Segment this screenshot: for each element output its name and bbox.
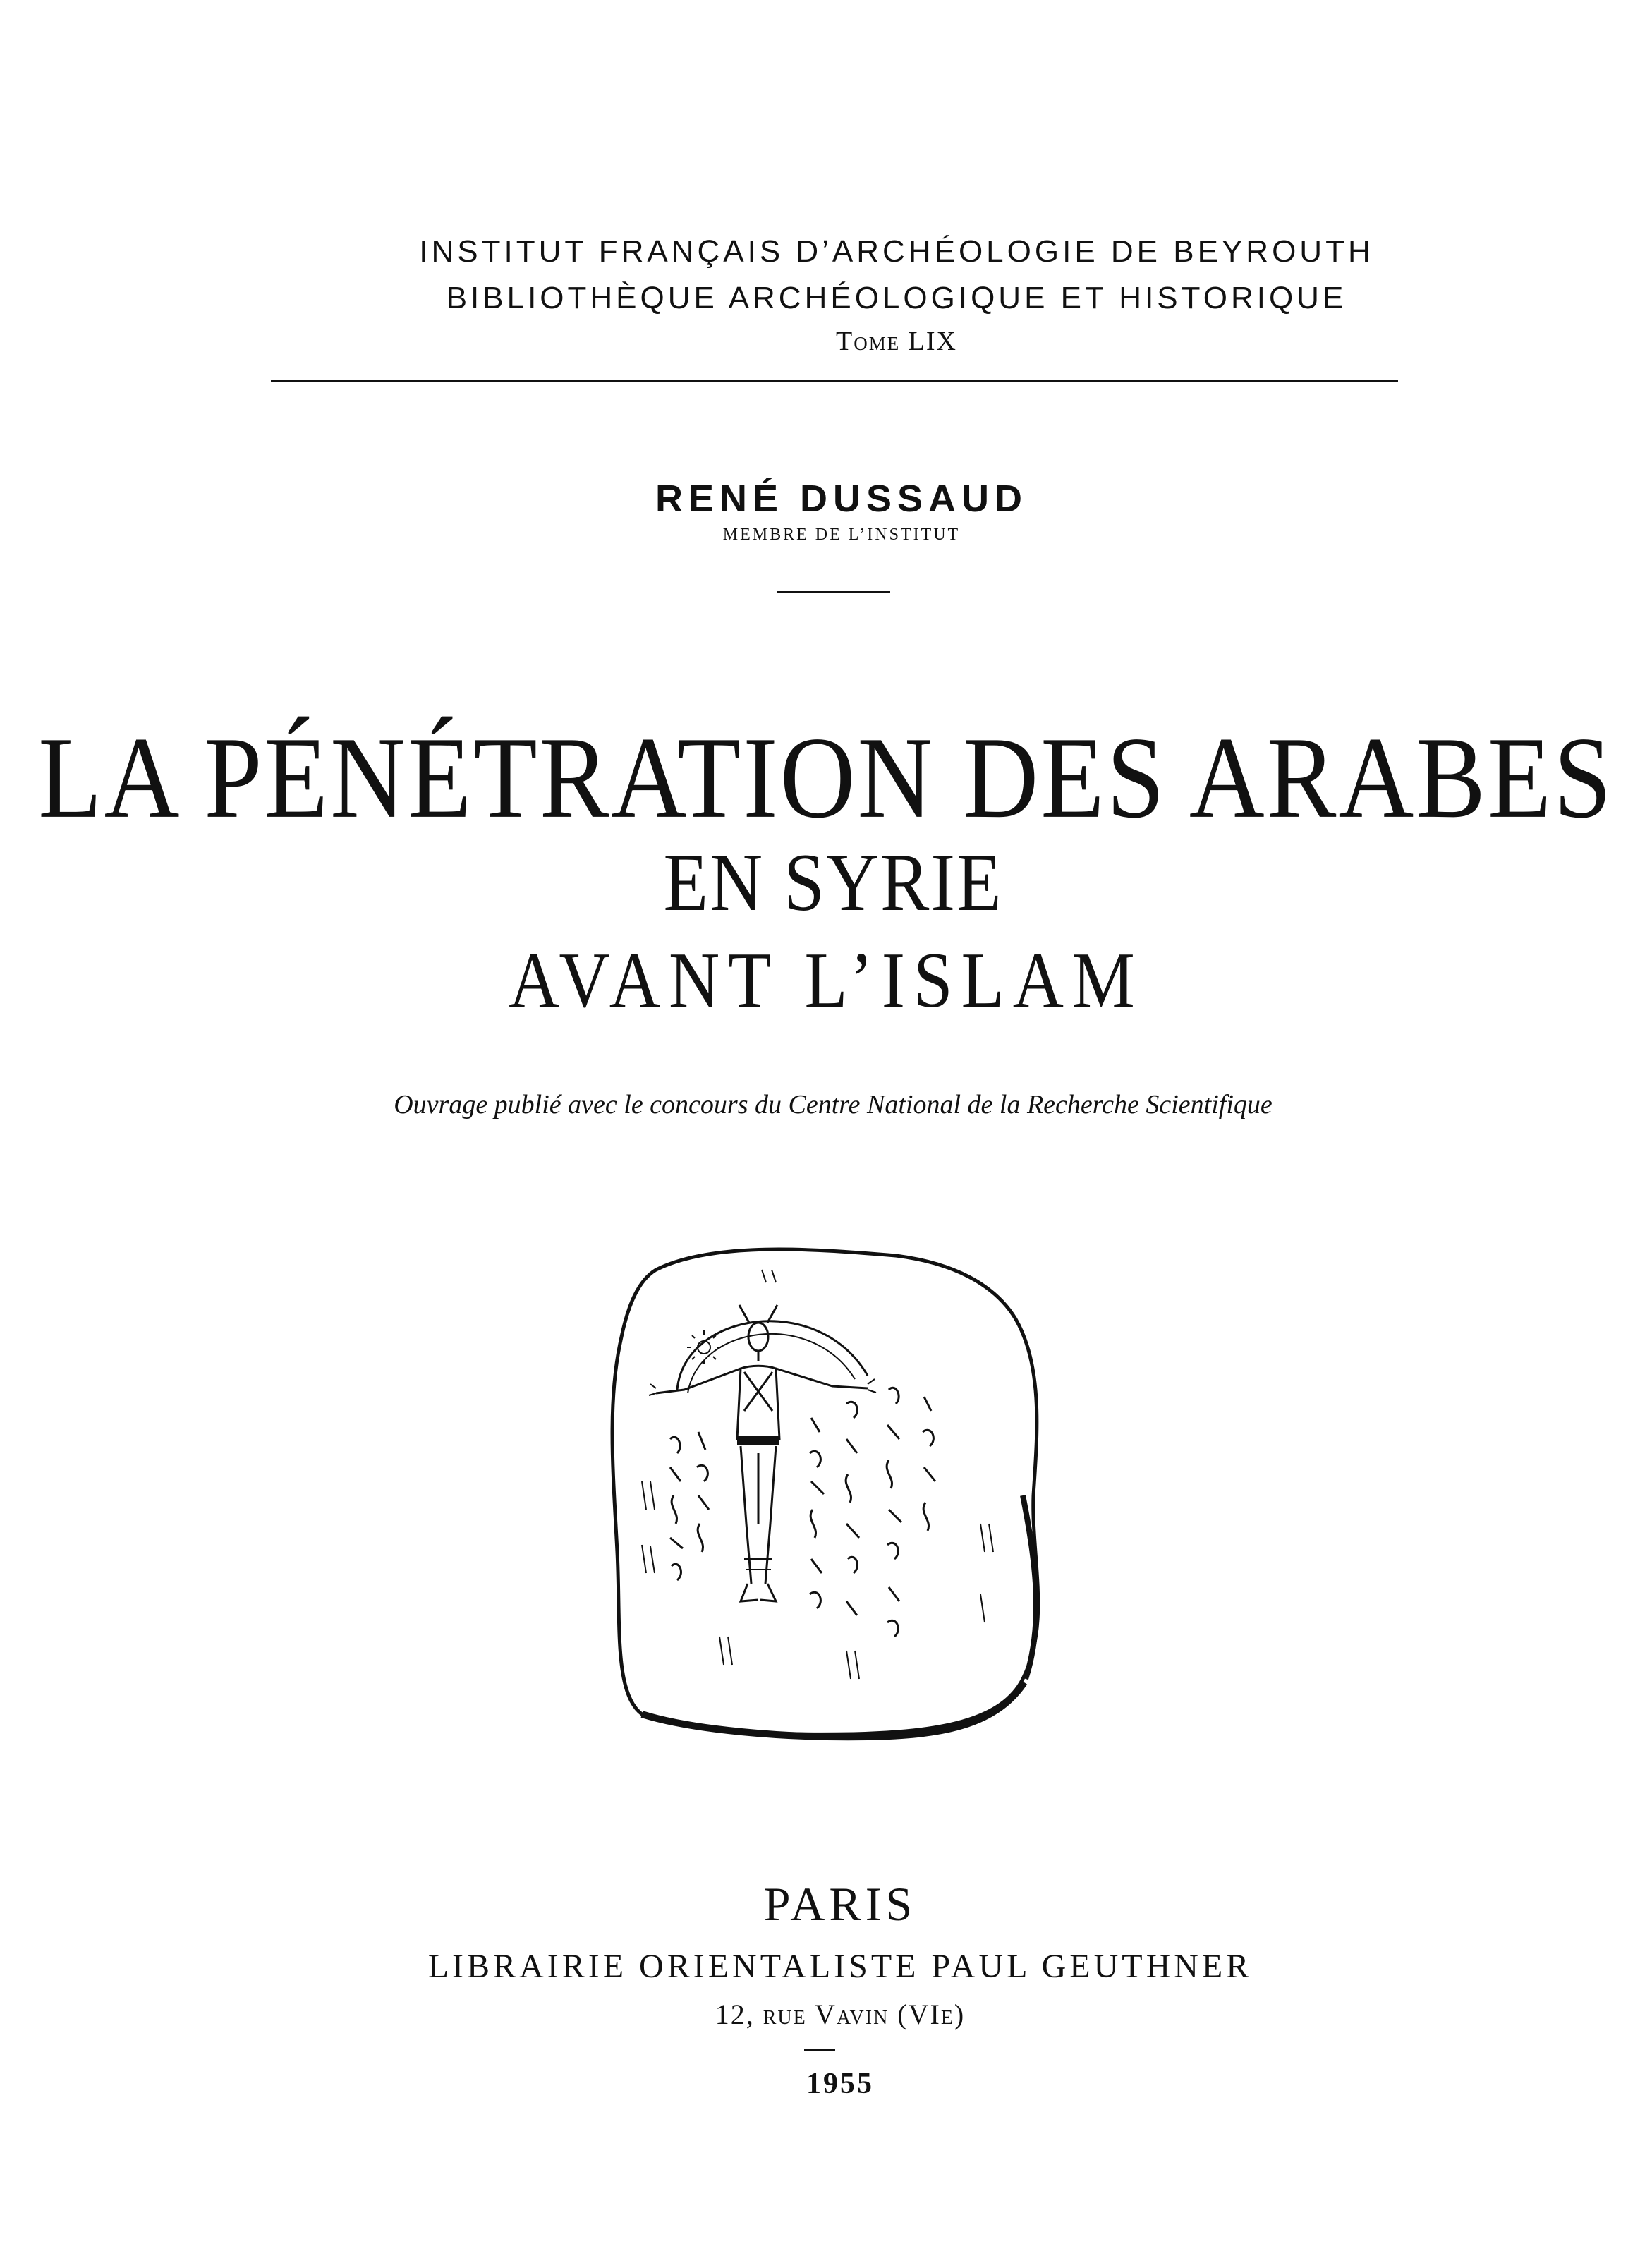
publication-year: 1955 [806,2068,874,2100]
publication-note: Ouvrage publié avec le concours du Centre National de la Recherche Scientifique [394,1090,1273,1120]
publisher-name: LIBRAIRIE ORIENTALISTE PAUL GEUTHNER [427,1948,1253,1985]
title-line-2: EN SYRIE [663,837,1003,928]
institute-name: INSTITUT FRANÇAIS D’ARCHÉOLOGIE DE BEYROUTH [419,234,1374,269]
volume-number: Tome LIX [835,327,958,356]
author-affiliation: MEMBRE DE L’INSTITUT [722,526,961,544]
publisher-address: 12, rue Vavin (VIe) [715,1998,966,2030]
author-name: RENÉ DUSSAUD [655,478,1028,520]
publication-city: PARIS [763,1877,917,1931]
imprint-divider [804,2049,835,2051]
author-divider [777,591,890,593]
engraved-stone-drawing-icon [600,1227,1051,1742]
title-line-3: AVANT L’ISLAM [509,936,1143,1024]
series-name: BIBLIOTHÈQUE ARCHÉOLOGIQUE ET HISTORIQUE [446,281,1347,315]
title-line-1: LA PÉNÉTRATION DES ARABES [38,713,1614,843]
header-divider [271,380,1398,382]
